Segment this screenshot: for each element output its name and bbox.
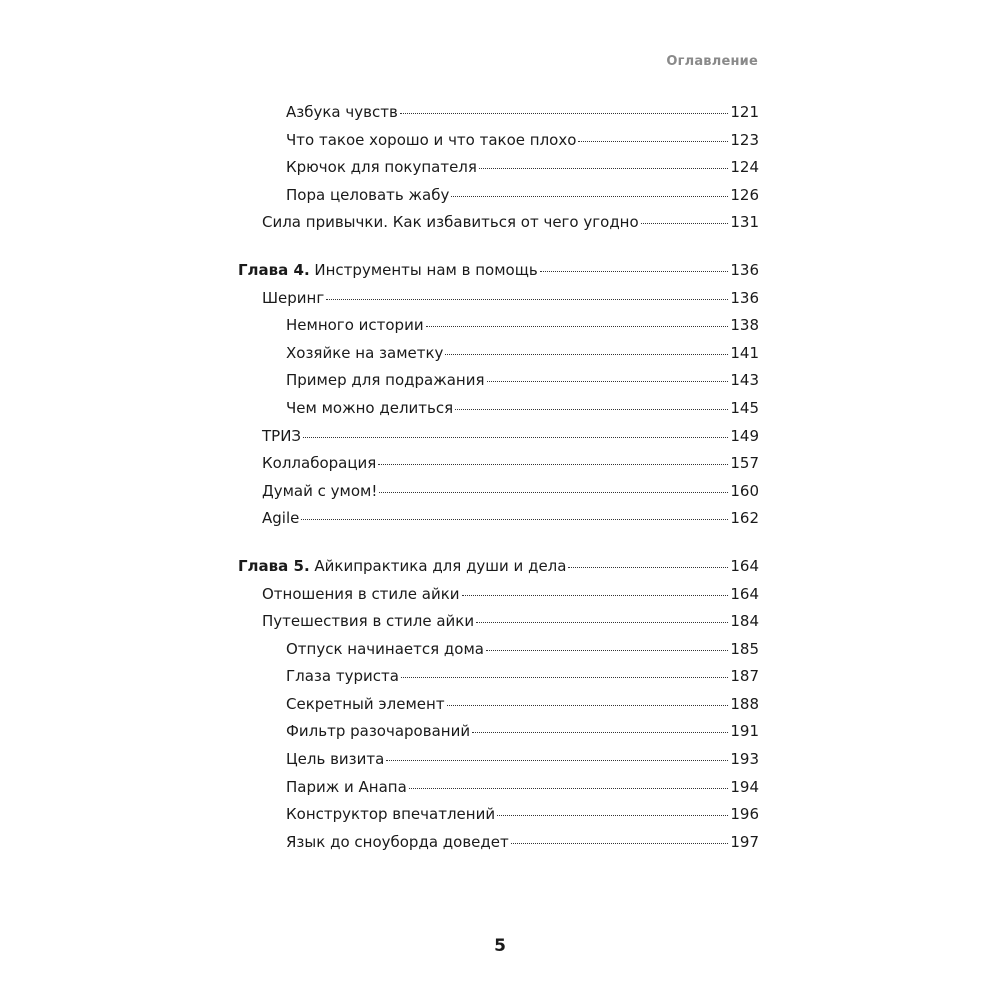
dot-leader	[326, 299, 728, 300]
toc-entry-title	[238, 557, 566, 575]
toc-page-number: 193	[730, 750, 759, 769]
toc-entry[interactable]	[238, 213, 759, 241]
entry-title-text: Пример для подражания	[286, 371, 485, 390]
toc-page-number: 138	[730, 316, 759, 335]
dot-leader	[455, 409, 728, 410]
dot-leader	[476, 622, 728, 623]
chapter-number: Глава 5.	[238, 556, 310, 575]
entry-title-text: Шеринг	[262, 288, 325, 307]
toc-entry-title	[286, 833, 509, 851]
dot-leader	[445, 354, 728, 355]
dot-leader	[472, 732, 728, 733]
entry-title-text: Азбука чувств	[286, 103, 398, 121]
dot-leader	[409, 788, 729, 789]
toc-entry-title	[286, 158, 477, 176]
toc-page-number: 124	[730, 158, 759, 177]
toc-entry-title	[286, 344, 443, 362]
toc-page-number: 160	[730, 481, 759, 500]
dot-leader	[540, 271, 729, 272]
toc-entry-title	[286, 371, 485, 389]
dot-leader	[401, 677, 728, 678]
toc-entry-title	[262, 454, 376, 472]
toc-page-number: 143	[730, 371, 759, 390]
dot-leader	[426, 326, 729, 327]
toc-entry-title	[262, 585, 460, 603]
running-head: Оглавление	[666, 54, 758, 69]
entry-title-text: Что такое хорошо и что такое плохо	[286, 130, 577, 149]
entry-title-text: Глаза туриста	[286, 667, 399, 686]
dot-leader	[462, 595, 729, 596]
toc-entry[interactable]	[238, 103, 759, 131]
dot-leader	[451, 196, 728, 197]
toc-entry-title	[262, 213, 639, 231]
toc-entry[interactable]	[238, 316, 759, 344]
toc-entry[interactable]	[238, 482, 759, 510]
toc-page-number: 121	[730, 103, 759, 121]
entry-title-text: Коллаборация	[262, 454, 377, 473]
toc-entry[interactable]	[238, 158, 759, 186]
toc-entry[interactable]	[238, 778, 759, 806]
entry-title-text: Agile	[262, 509, 300, 528]
entry-title-text: Цель визита	[286, 750, 385, 769]
toc-page-number: 188	[730, 694, 759, 713]
toc-entry-title	[286, 186, 449, 204]
entry-title-text: Крючок для покупателя	[286, 158, 477, 177]
toc-page-number: 162	[730, 509, 759, 528]
toc-page-number: 149	[730, 426, 759, 445]
toc-page-number: 194	[730, 777, 759, 796]
toc-entry-title	[286, 667, 399, 685]
toc-page-number: 187	[730, 667, 759, 686]
entry-title-text: Хозяйке на заметку	[286, 343, 444, 362]
dot-leader	[447, 705, 729, 706]
toc-entry-title	[262, 509, 299, 527]
toc-entry-title	[262, 482, 377, 500]
dot-leader	[487, 381, 729, 382]
dot-leader	[568, 567, 728, 568]
toc-entry[interactable]	[238, 399, 759, 427]
toc-entry-title	[286, 778, 407, 796]
toc-entry-title	[238, 261, 538, 279]
toc-entry[interactable]	[238, 805, 759, 833]
dot-leader	[497, 815, 728, 816]
toc-entry[interactable]	[238, 612, 759, 640]
toc-page-number: 141	[730, 343, 759, 362]
toc-entry-title	[286, 103, 398, 121]
entry-title-text: Фильтр разочарований	[286, 722, 471, 741]
toc-entry-title	[286, 640, 484, 658]
toc-entry-title	[262, 427, 301, 445]
entry-title-text: Конструктор впечатлений	[286, 805, 496, 824]
toc-entry[interactable]	[238, 640, 759, 668]
toc-entry[interactable]	[238, 722, 759, 750]
dot-leader	[378, 464, 728, 465]
entry-title-text: Пора целовать жабу	[286, 185, 450, 204]
entry-title-text: Секретный элемент	[286, 694, 445, 713]
entry-title-text: Язык до сноуборда доведет	[286, 832, 509, 851]
toc-entry-title	[286, 805, 495, 823]
toc-chapter-entry[interactable]	[238, 261, 759, 289]
toc-page-number: 184	[730, 612, 759, 631]
toc-page-number: 131	[730, 213, 759, 232]
entry-title-text: Немного истории	[286, 316, 424, 335]
dot-leader	[301, 519, 728, 520]
section-gap	[238, 241, 759, 261]
dot-leader	[379, 492, 728, 493]
toc-entry[interactable]	[238, 509, 759, 537]
toc-entry[interactable]	[238, 585, 759, 613]
page-number: 5	[494, 936, 506, 956]
entry-title-text: Думай с умом!	[262, 481, 378, 500]
dot-leader	[400, 113, 729, 114]
toc-page-number: 164	[730, 584, 759, 603]
toc-entry-title	[262, 289, 324, 307]
dot-leader	[641, 223, 729, 224]
toc-entry[interactable]	[238, 371, 759, 399]
toc-page-number: 164	[730, 556, 759, 575]
entry-title-text: Париж и Анапа	[286, 777, 407, 796]
toc-entry[interactable]	[238, 454, 759, 482]
toc-entry-title	[286, 750, 384, 768]
dot-leader	[511, 843, 729, 844]
toc-chapter-entry[interactable]	[238, 557, 759, 585]
toc-entry[interactable]	[238, 695, 759, 723]
entry-title-text: Отпуск начинается дома	[286, 639, 484, 658]
dot-leader	[479, 168, 728, 169]
toc-entry[interactable]	[238, 750, 759, 778]
toc-page-number: 136	[730, 288, 759, 307]
entry-title-text: Инструменты нам в помощь	[309, 260, 538, 279]
section-gap	[238, 537, 759, 557]
entry-title-text: Чем можно делиться	[286, 398, 454, 417]
dot-leader	[303, 437, 728, 438]
toc-entry[interactable]	[238, 186, 759, 214]
toc-page-number: 157	[730, 454, 759, 473]
toc-page-number: 136	[730, 260, 759, 279]
entry-title-text: ТРИЗ	[262, 426, 302, 445]
entry-title-text: Путешествия в стиле айки	[262, 612, 475, 631]
toc-entry-title	[262, 612, 474, 630]
toc-entry-title	[286, 131, 576, 149]
entry-title-text: Айкипрактика для души и дела	[309, 556, 567, 575]
toc-page-number: 196	[730, 805, 759, 824]
toc-page-number: 191	[730, 722, 759, 741]
entry-title-text: Сила привычки. Как избавиться от чего угодно	[262, 213, 639, 232]
entry-title-text: Отношения в стиле айки	[262, 584, 460, 603]
toc-entry[interactable]	[238, 833, 759, 861]
table-of-contents	[238, 103, 759, 860]
toc-page-number: 123	[730, 130, 759, 149]
toc-page-number: 145	[730, 398, 759, 417]
dot-leader	[578, 141, 728, 142]
toc-entry[interactable]	[238, 344, 759, 372]
toc-page-number: 197	[730, 832, 759, 851]
dot-leader	[386, 760, 728, 761]
toc-entry[interactable]	[238, 427, 759, 455]
chapter-number: Глава 4.	[238, 260, 310, 279]
toc-page-number: 126	[730, 185, 759, 204]
toc-entry-title	[286, 722, 470, 740]
toc-entry-title	[286, 399, 453, 417]
toc-page-number: 185	[730, 639, 759, 658]
toc-entry-title	[286, 316, 424, 334]
toc-entry[interactable]	[238, 289, 759, 317]
toc-entry[interactable]	[238, 667, 759, 695]
toc-entry-title	[286, 695, 445, 713]
dot-leader	[486, 650, 728, 651]
toc-entry[interactable]	[238, 131, 759, 159]
